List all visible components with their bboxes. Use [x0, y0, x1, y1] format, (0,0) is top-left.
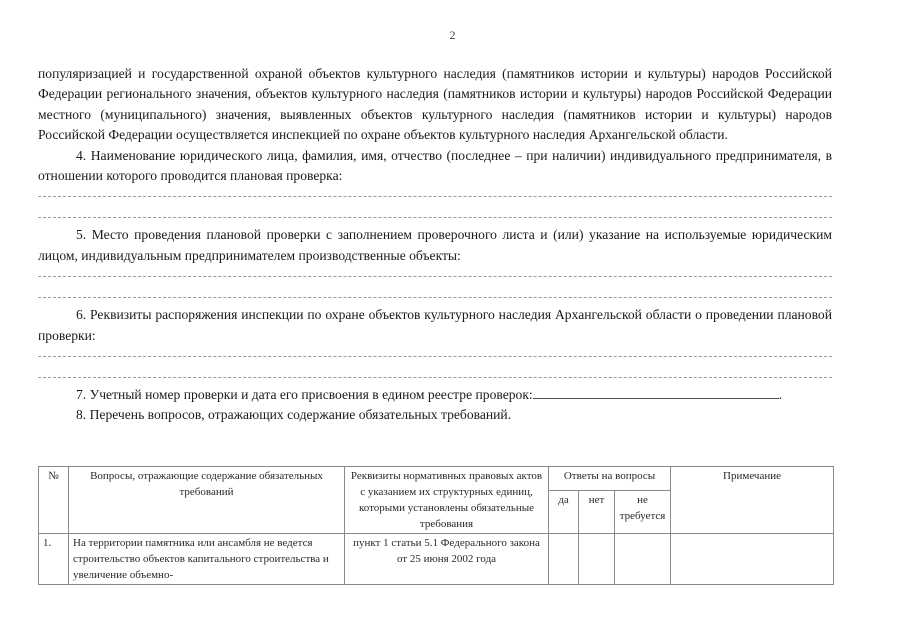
paragraph-7-end: . [778, 387, 783, 403]
page-number: 2 [449, 28, 456, 42]
header-questions: Вопросы, отражающие содержание обязательных требований [69, 467, 345, 534]
row-number: 1. [39, 534, 69, 585]
header-note: Примечание [671, 467, 834, 534]
header-answer-not-required: не требуется [615, 490, 671, 533]
header-number: № [39, 467, 69, 534]
header-requisites: Реквизиты нормативных правовых актов с указанием их структурных единиц, которыми установлены обязательные требования [345, 467, 549, 534]
header-answers: Ответы на вопросы [549, 467, 671, 491]
row-answer-no[interactable] [579, 534, 615, 585]
fill-line[interactable] [38, 296, 832, 298]
row-requisite: пункт 1 статьи 5.1 Федерального закона от 25 июня 2002 года [345, 534, 549, 585]
header-answer-yes: да [549, 490, 579, 533]
checklist-table [38, 466, 834, 585]
fill-line[interactable] [38, 216, 832, 218]
paragraph-6: 6. Реквизиты распоряжения инспекции по охране объектов культурного наследия Архангельской области о проведении плановой проверки: [38, 307, 832, 343]
table-row [39, 534, 834, 585]
paragraph-5: 5. Место проведения плановой проверки с заполнением проверочного листа и (или) указание на используемые юридическим лицом, индивидуальным предпринимателем производственные объекты: [38, 227, 832, 263]
paragraph-7-text: 7. Учетный номер проверки и дата его присвоения в едином реестре проверок: [76, 387, 533, 403]
row-answer-yes[interactable] [549, 534, 579, 585]
paragraph-7 [38, 385, 832, 405]
paragraph-4: 4. Наименование юридического лица, фамилия, имя, отчество (последнее – при наличии) индивидуального предпринимателя, в отношении которого проводится плановая проверка: [38, 147, 832, 184]
row-answer-not-required[interactable] [615, 534, 671, 585]
row-question: На территории памятника или ансамбля не ведется строительство объектов капитального строительства и увеличение объемно- [69, 534, 345, 585]
paragraph-intro: популяризацией и государственной охраной объектов культурного наследия (памятников истории и культуры) народов Российской Федерации регионального значения, объектов культурного наследия (памятников истории и культуры) народов Российской Федерации местного (муниципального) значения, выявленных объектов культурного наследия (памятников истории и культуры) народов Российской Федерации осуществляется инспекцией по охране объектов культурного наследия Архангельской области. [38, 66, 832, 143]
paragraph-8: 8. Перечень вопросов, отражающих содержание обязательных требований. [76, 407, 512, 423]
document-body [38, 64, 832, 426]
fill-lines-6 [38, 346, 832, 385]
fill-line[interactable] [38, 195, 832, 197]
fill-line[interactable] [38, 275, 832, 277]
fill-line[interactable] [38, 355, 832, 357]
fill-lines-4 [38, 186, 832, 225]
registry-number-blank[interactable] [533, 386, 779, 399]
row-note[interactable] [671, 534, 834, 585]
fill-lines-5 [38, 266, 832, 305]
fill-line[interactable] [38, 376, 832, 378]
header-answer-no: нет [579, 490, 615, 533]
